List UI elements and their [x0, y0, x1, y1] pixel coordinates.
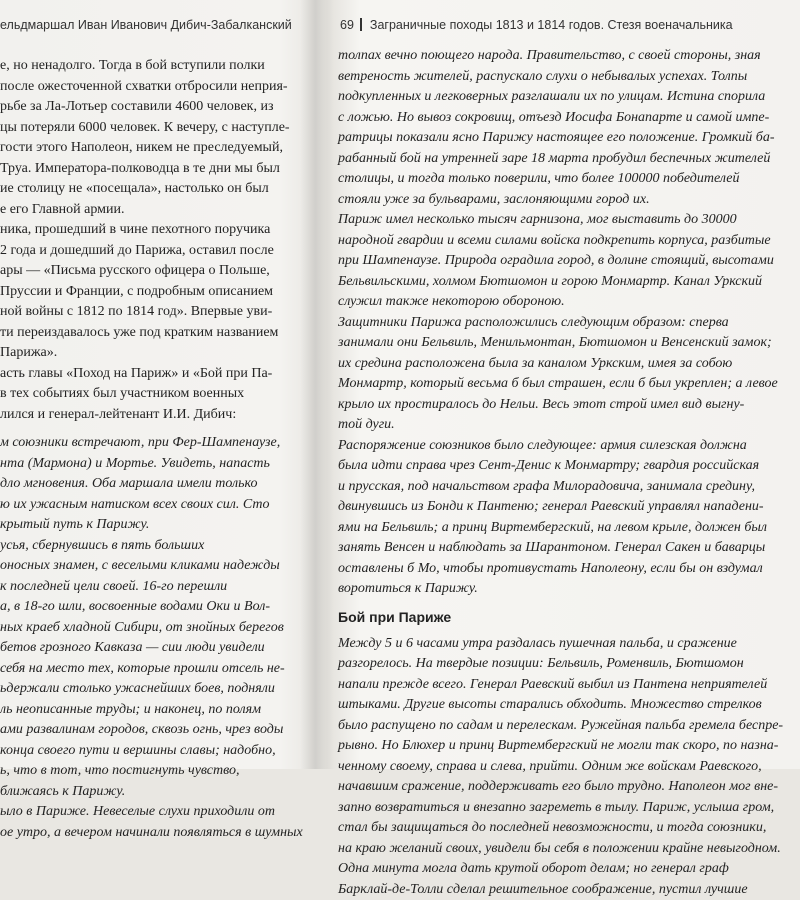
text-line: крытый путь к Парижу.: [0, 515, 300, 536]
chapter-title: Заграничные походы 1813 и 1814 годов. Стезя военачальника: [370, 18, 733, 32]
text-line: себя на место тех, которые прошли отсель не-: [0, 659, 300, 680]
text-line: е его Главной армии.: [0, 200, 300, 221]
text-line: бетов грозного Кавказа — сии люди увидели: [0, 638, 300, 659]
left-block-1: [0, 56, 300, 425]
text-line: с ложью. Но вывоз сокровищ, отъезд Иосифа Бонапарте и самой импе-: [338, 108, 793, 129]
text-line: в тех событиях был участником военных: [0, 384, 300, 405]
right-page-text: [338, 46, 793, 900]
text-line: двинувшись из Бонди к Пантеню; генерал Раевский управлял нападени-: [338, 497, 793, 518]
text-line: было распущено по садам и перелескам. Ружейная пальба гремела беспре-: [338, 716, 793, 737]
right-page: [330, 0, 800, 769]
text-line: ями на Бельвиль; а принц Виртембергский, на левом крыле, должен был: [338, 518, 793, 539]
text-line: служил также некоторою обороною.: [338, 292, 793, 313]
text-line: дло мгновения. Оба маршала имели только: [0, 474, 300, 495]
text-line: е, но ненадолго. Тогда в бой вступили полки: [0, 56, 300, 77]
paragraph-3: [338, 313, 793, 436]
text-line: Париж имел несколько тысяч гарнизона, мог выставить до 30000: [338, 210, 793, 231]
text-line: на краю желаний своих, увидели бы себя в положении крайне невыгодном.: [338, 839, 793, 860]
text-line: асть главы «Поход на Париж» и «Бой при Па-: [0, 364, 300, 385]
text-line: конца своего пути и вершины славы; надобно,: [0, 741, 300, 762]
left-page: [0, 0, 312, 769]
text-line: ами развалинам городов, сквозь огнь, чрез воды: [0, 720, 300, 741]
text-line: стал бы защищаться до последней невозможности, и тогда союзники,: [338, 818, 793, 839]
text-line: занимали они Бельвиль, Менильмонтан, Бютшомон и Венсенский замок;: [338, 333, 793, 354]
block-spacer: [0, 425, 300, 433]
paragraph-1: [338, 46, 793, 210]
text-line: оносных знамен, с веселыми кликами надежды: [0, 556, 300, 577]
running-header-left: ельдмаршал Иван Иванович Дибич-Забалканский: [0, 18, 292, 32]
text-line: а, в 18-го шли, восвоенные водами Оки и Вол-: [0, 597, 300, 618]
text-line: ника, прошедший в чине пехотного поручика: [0, 220, 300, 241]
text-line: к последней цели своей. 16-го перешли: [0, 577, 300, 598]
text-line: ыло в Париже. Невеселые слухи приходили от: [0, 802, 300, 823]
text-line: нта (Мармона) и Мортье. Увидеть, напасть: [0, 454, 300, 475]
text-line: занять Венсен и наблюдать за Шарантоном. Генерал Сакен и баварцы: [338, 538, 793, 559]
text-line: начавшим сражение, поддерживать его было трудно. Наполеон мог вне-: [338, 777, 793, 798]
running-header-right: [340, 18, 733, 32]
header-divider: [360, 18, 362, 31]
text-line: их средина расположена была за каналом Уркским, имея за собою: [338, 354, 793, 375]
text-line: лился и генерал-лейтенант И.И. Дибич:: [0, 405, 300, 426]
text-line: гости этого Наполеон, никем не преследуемый,: [0, 138, 300, 159]
text-line: крыло их простиралось до Нельи. Весь этот строй имел вид выгну-: [338, 395, 793, 416]
text-line: была идти справа чрез Сент-Денис к Монмартру; гвардия российская: [338, 456, 793, 477]
text-line: ной войны с 1812 по 1814 год». Впервые уви-: [0, 302, 300, 323]
text-line: оставлены б Мо, чтобы противустать Наполеону, если бы он вздумал: [338, 559, 793, 580]
text-line: при Шампенаузе. Природа оградила город, в долине стоящий, высотами: [338, 251, 793, 272]
page-number: 69: [340, 18, 354, 32]
text-line: Парижа».: [0, 343, 300, 364]
text-line: Защитники Парижа расположились следующим образом: сперва: [338, 313, 793, 334]
text-line: ти переиздавалось уже под кратким названием: [0, 323, 300, 344]
text-line: рабанный бой на утренней заре 18 марта пробудил беспечных жителей: [338, 149, 793, 170]
text-line: ое утро, а вечером начинали появляться в шумных: [0, 823, 300, 844]
text-line: ьдержали столько ужаснейших боев, подняли: [0, 679, 300, 700]
text-line: подкупленных и легковерных разглашали их по улицам. Истина спорила: [338, 87, 793, 108]
text-line: штыками. Другие высоты старались обходить. Множество стрелков: [338, 695, 793, 716]
text-line: после ожесточенной схватки отбросили неприя-: [0, 77, 300, 98]
text-line: и прусская, под начальством графа Милорадовича, занимала средину,: [338, 477, 793, 498]
text-line: Бельвильскими, холмом Бютшомон и горою Монмартр. Канал Уркский: [338, 272, 793, 293]
left-block-2-quote: [0, 433, 300, 843]
left-page-text: [0, 56, 300, 843]
text-line: Одна минута могла дать крутой оборот делам; но генерал граф: [338, 859, 793, 880]
paragraph-5: [338, 634, 793, 900]
text-line: Пруссии и Франции, с подробным описанием: [0, 282, 300, 303]
text-line: Барклай-де-Толли сделал решительное соображение, пустил лучшие: [338, 880, 793, 900]
text-line: ль неописанные труды; и наконец, по полям: [0, 700, 300, 721]
text-line: ь, что в тот, что постигнуть чувство,: [0, 761, 300, 782]
paragraph-2: [338, 210, 793, 313]
text-line: Между 5 и 6 часами утра раздалась пушечная пальба, и сражение: [338, 634, 793, 655]
text-line: той дуги.: [338, 415, 793, 436]
text-line: воротиться к Парижу.: [338, 579, 793, 600]
text-line: Труа. Императора-полководца в те дни мы был: [0, 159, 300, 180]
text-line: напали прежде всего. Генерал Раевский выбил из Пантена неприятелей: [338, 675, 793, 696]
text-line: усья, сбернувшись в пять больших: [0, 536, 300, 557]
text-line: рьбе за Ла-Лотьер составили 4600 человек, из: [0, 97, 300, 118]
text-line: 2 года и дошедший до Парижа, оставил после: [0, 241, 300, 262]
text-line: разгорелось. На твердые позиции: Бельвиль, Роменвиль, Бютшомон: [338, 654, 793, 675]
text-line: толпах вечно поющего народа. Правительство, с своей стороны, зная: [338, 46, 793, 67]
section-heading: Бой при Париже: [338, 600, 793, 634]
text-line: ветреность жителей, распускало слухи о небывалых успехах. Толпы: [338, 67, 793, 88]
text-line: Распоряжение союзников было следующее: армия силезская должна: [338, 436, 793, 457]
text-line: ю их ужасным натиском всех своих сил. Сто: [0, 495, 300, 516]
text-line: ары — «Письма русского офицера о Польше,: [0, 261, 300, 282]
text-line: ченному своему, справа и слева, прийти. Одним же войскам Раевского,: [338, 757, 793, 778]
text-line: Монмартр, который весьма б был страшен, если б был укреплен; а левое: [338, 374, 793, 395]
text-line: цы потеряли 6000 человек. К вечеру, с наступле-: [0, 118, 300, 139]
paragraph-4: [338, 436, 793, 600]
text-line: запно возвратиться и внезапно загреметь в тылу. Париж, услыша гром,: [338, 798, 793, 819]
text-line: ближаясь к Парижу.: [0, 782, 300, 803]
text-line: ие столицу не «посещала», настолько он был: [0, 179, 300, 200]
text-line: стояли уже за бульварами, заслоняющими город их.: [338, 190, 793, 211]
text-line: столицы, и тогда только поверили, что более 100000 победителей: [338, 169, 793, 190]
text-line: ратрицы показали ясно Парижу настоящее его положение. Громкий ба-: [338, 128, 793, 149]
text-line: народной гвардии и всеми силами войска подкрепить корпуса, разбитые: [338, 231, 793, 252]
text-line: ных краеб хладной Сибири, от знойных берегов: [0, 618, 300, 639]
text-line: рывно. Но Блюхер и принц Виртембергский не могли так скоро, по назна-: [338, 736, 793, 757]
text-line: м союзники встречают, при Фер-Шампенаузе,: [0, 433, 300, 454]
